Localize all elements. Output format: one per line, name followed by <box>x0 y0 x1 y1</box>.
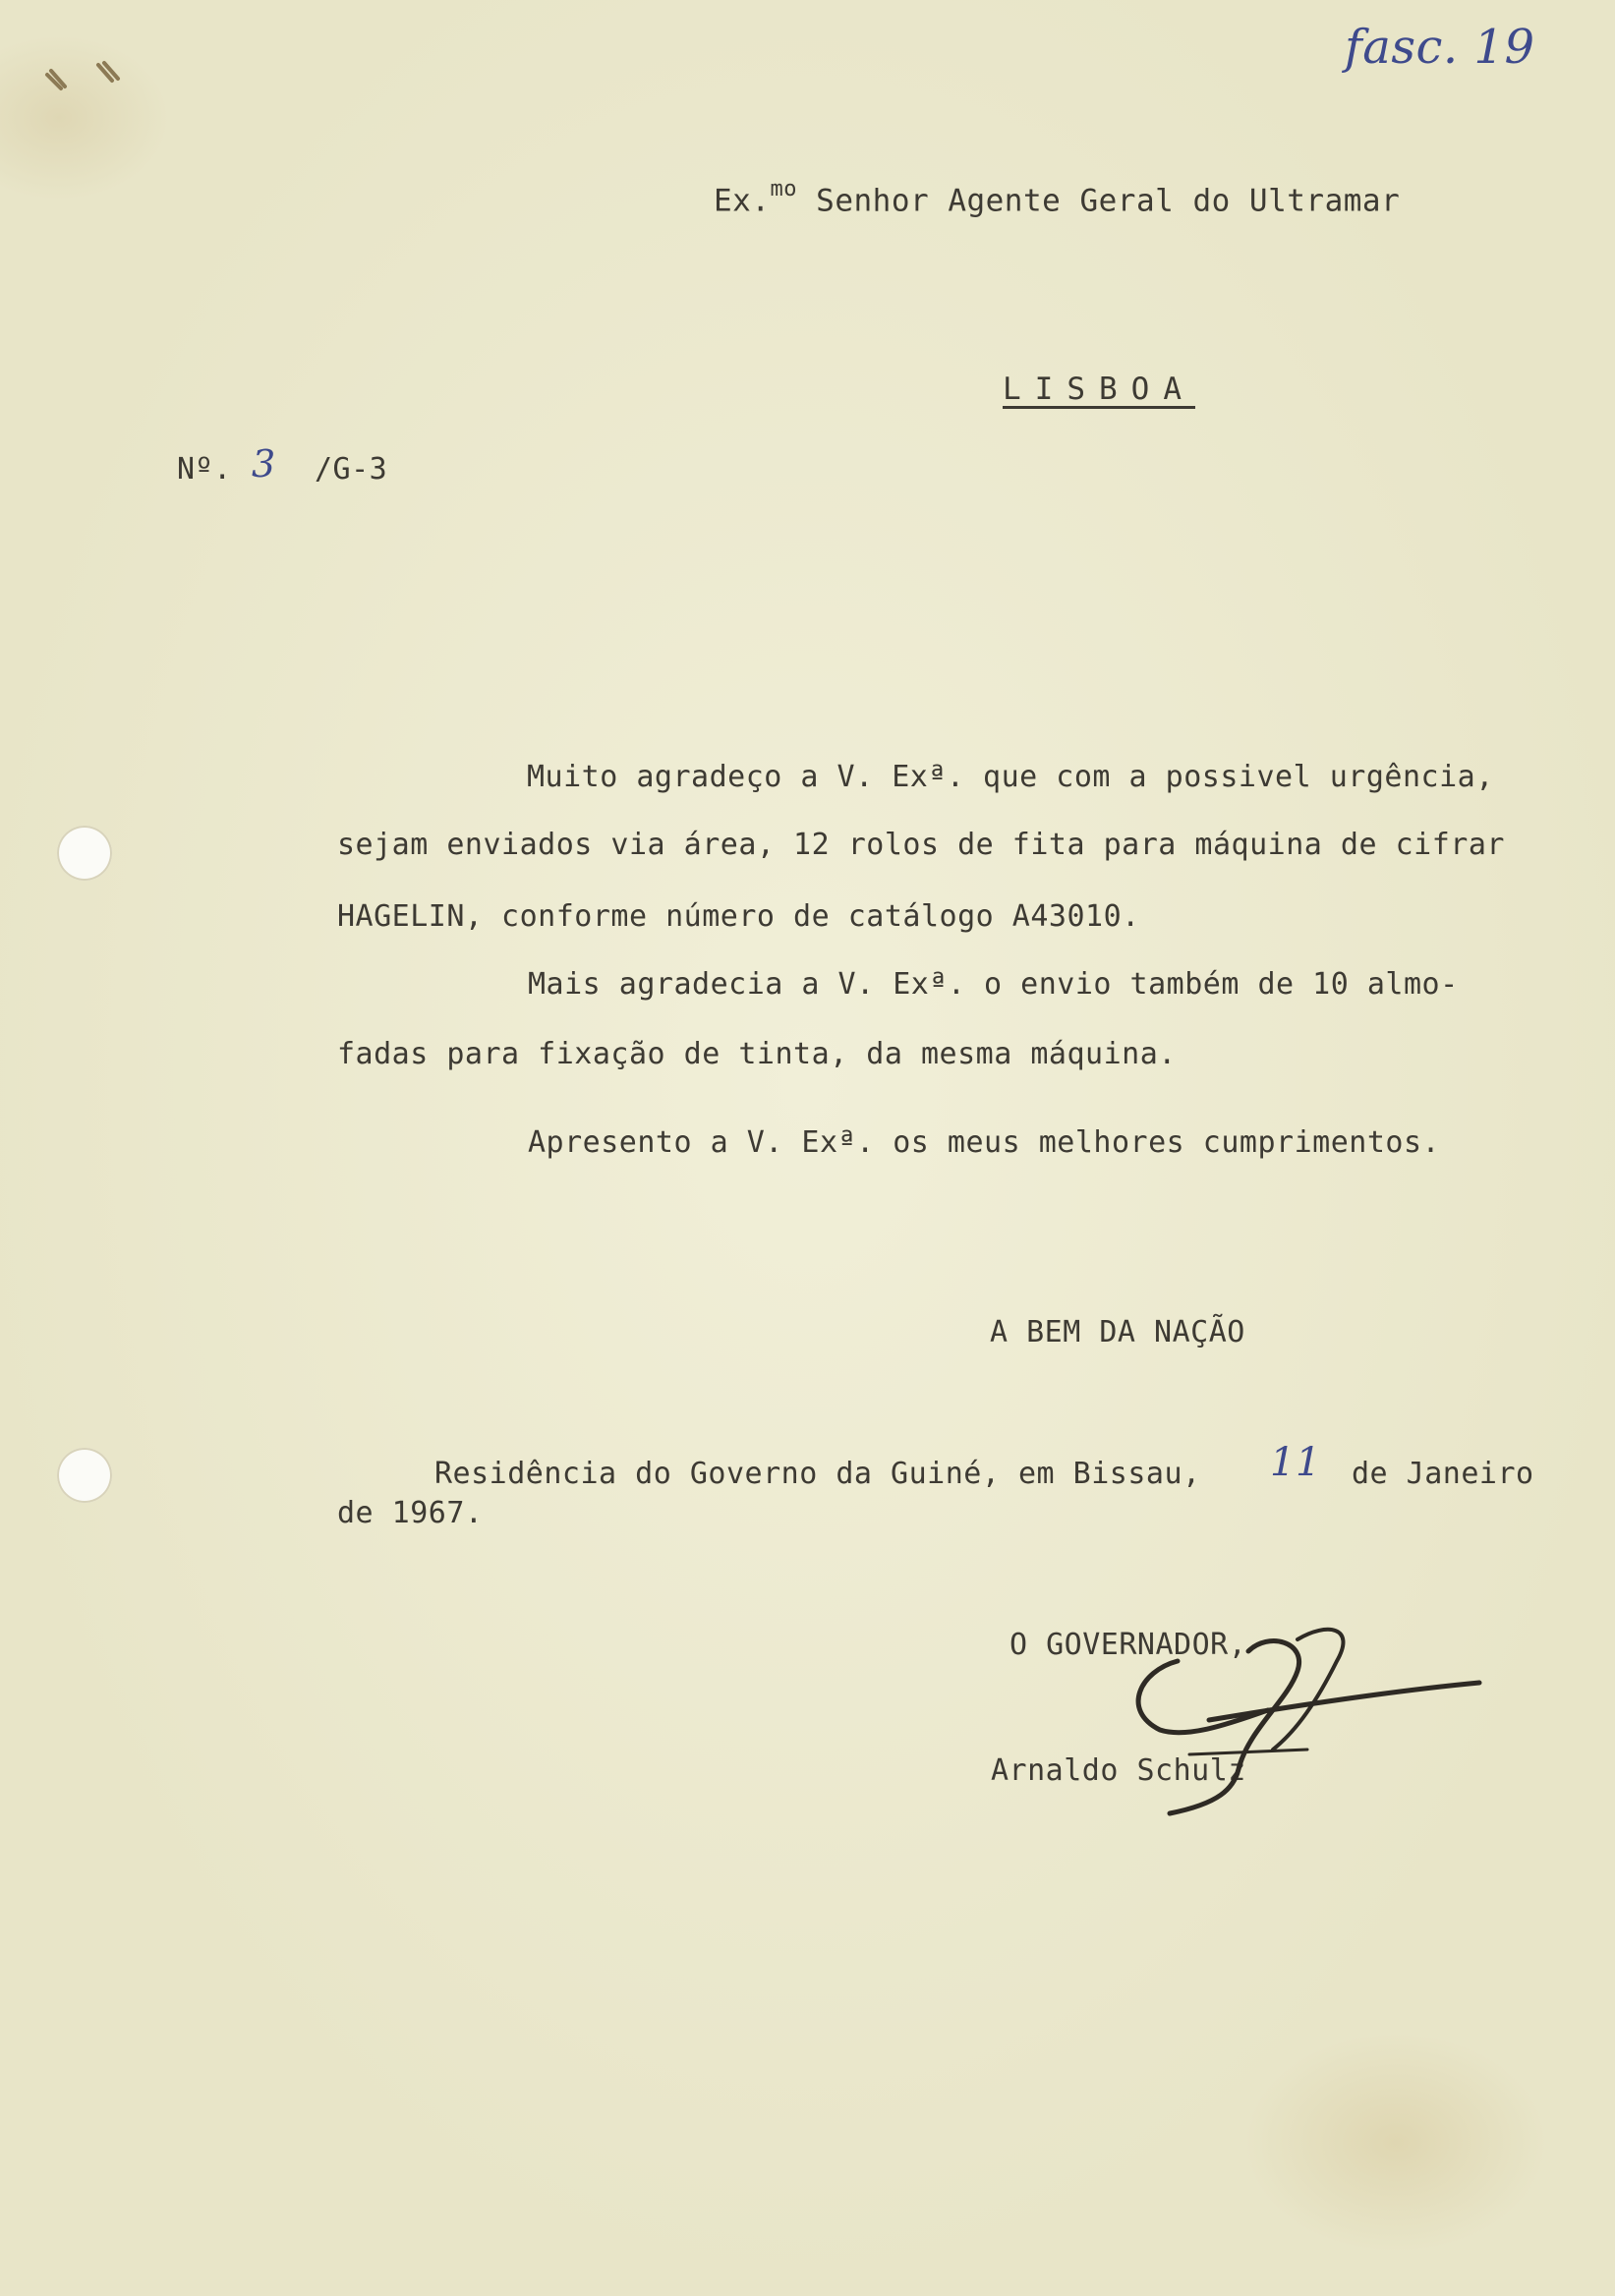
reference-number: 3 <box>252 442 276 486</box>
staple-mark <box>39 59 138 118</box>
folio-annotation: fasc. 19 <box>1345 20 1535 75</box>
paragraph2-line2: fadas para fixação de tinta, da mesma máquina. <box>337 1037 1177 1071</box>
signatory-name: Arnaldo Schulz <box>991 1753 1246 1788</box>
addressee-name: Senhor Agente Geral do Ultramar <box>816 183 1401 219</box>
paragraph3: Apresento a V. Exª. os meus melhores cumprimentos. <box>528 1125 1441 1160</box>
addressee-line <box>714 176 1400 218</box>
paragraph2-line1: Mais agradecia a V. Exª. o envio também de 10 almo- <box>528 967 1459 1002</box>
reference-label: Nº. <box>177 452 232 487</box>
closing-salutation: A BEM DA NAÇÃO <box>990 1315 1245 1349</box>
date-year: de 1967. <box>337 1496 484 1530</box>
addressee-prefix: Ex. <box>714 183 771 219</box>
reference-suffix: /G-3 <box>315 452 388 487</box>
paragraph1-line2: sejam enviados via área, 12 rolos de fita para máquina de cifrar <box>337 828 1505 862</box>
addressee-superscript: mo <box>770 177 797 201</box>
signatory-title: O GOVERNADOR, <box>1009 1628 1247 1662</box>
punch-hole-top <box>57 826 112 881</box>
city-heading: LISBOA <box>1003 372 1195 407</box>
date-day: 11 <box>1270 1440 1321 1485</box>
paragraph1-line1: Muito agradeço a V. Exª. que com a possivel urgência, <box>527 760 1494 794</box>
punch-hole-bottom <box>57 1448 112 1503</box>
date-month: de Janeiro <box>1352 1457 1534 1491</box>
place-date-text: Residência do Governo da Guiné, em Bissau, <box>434 1457 1201 1491</box>
paragraph1-line3: HAGELIN, conforme número de catálogo A43010. <box>337 899 1140 934</box>
handwritten-signature <box>1101 1622 1494 1818</box>
